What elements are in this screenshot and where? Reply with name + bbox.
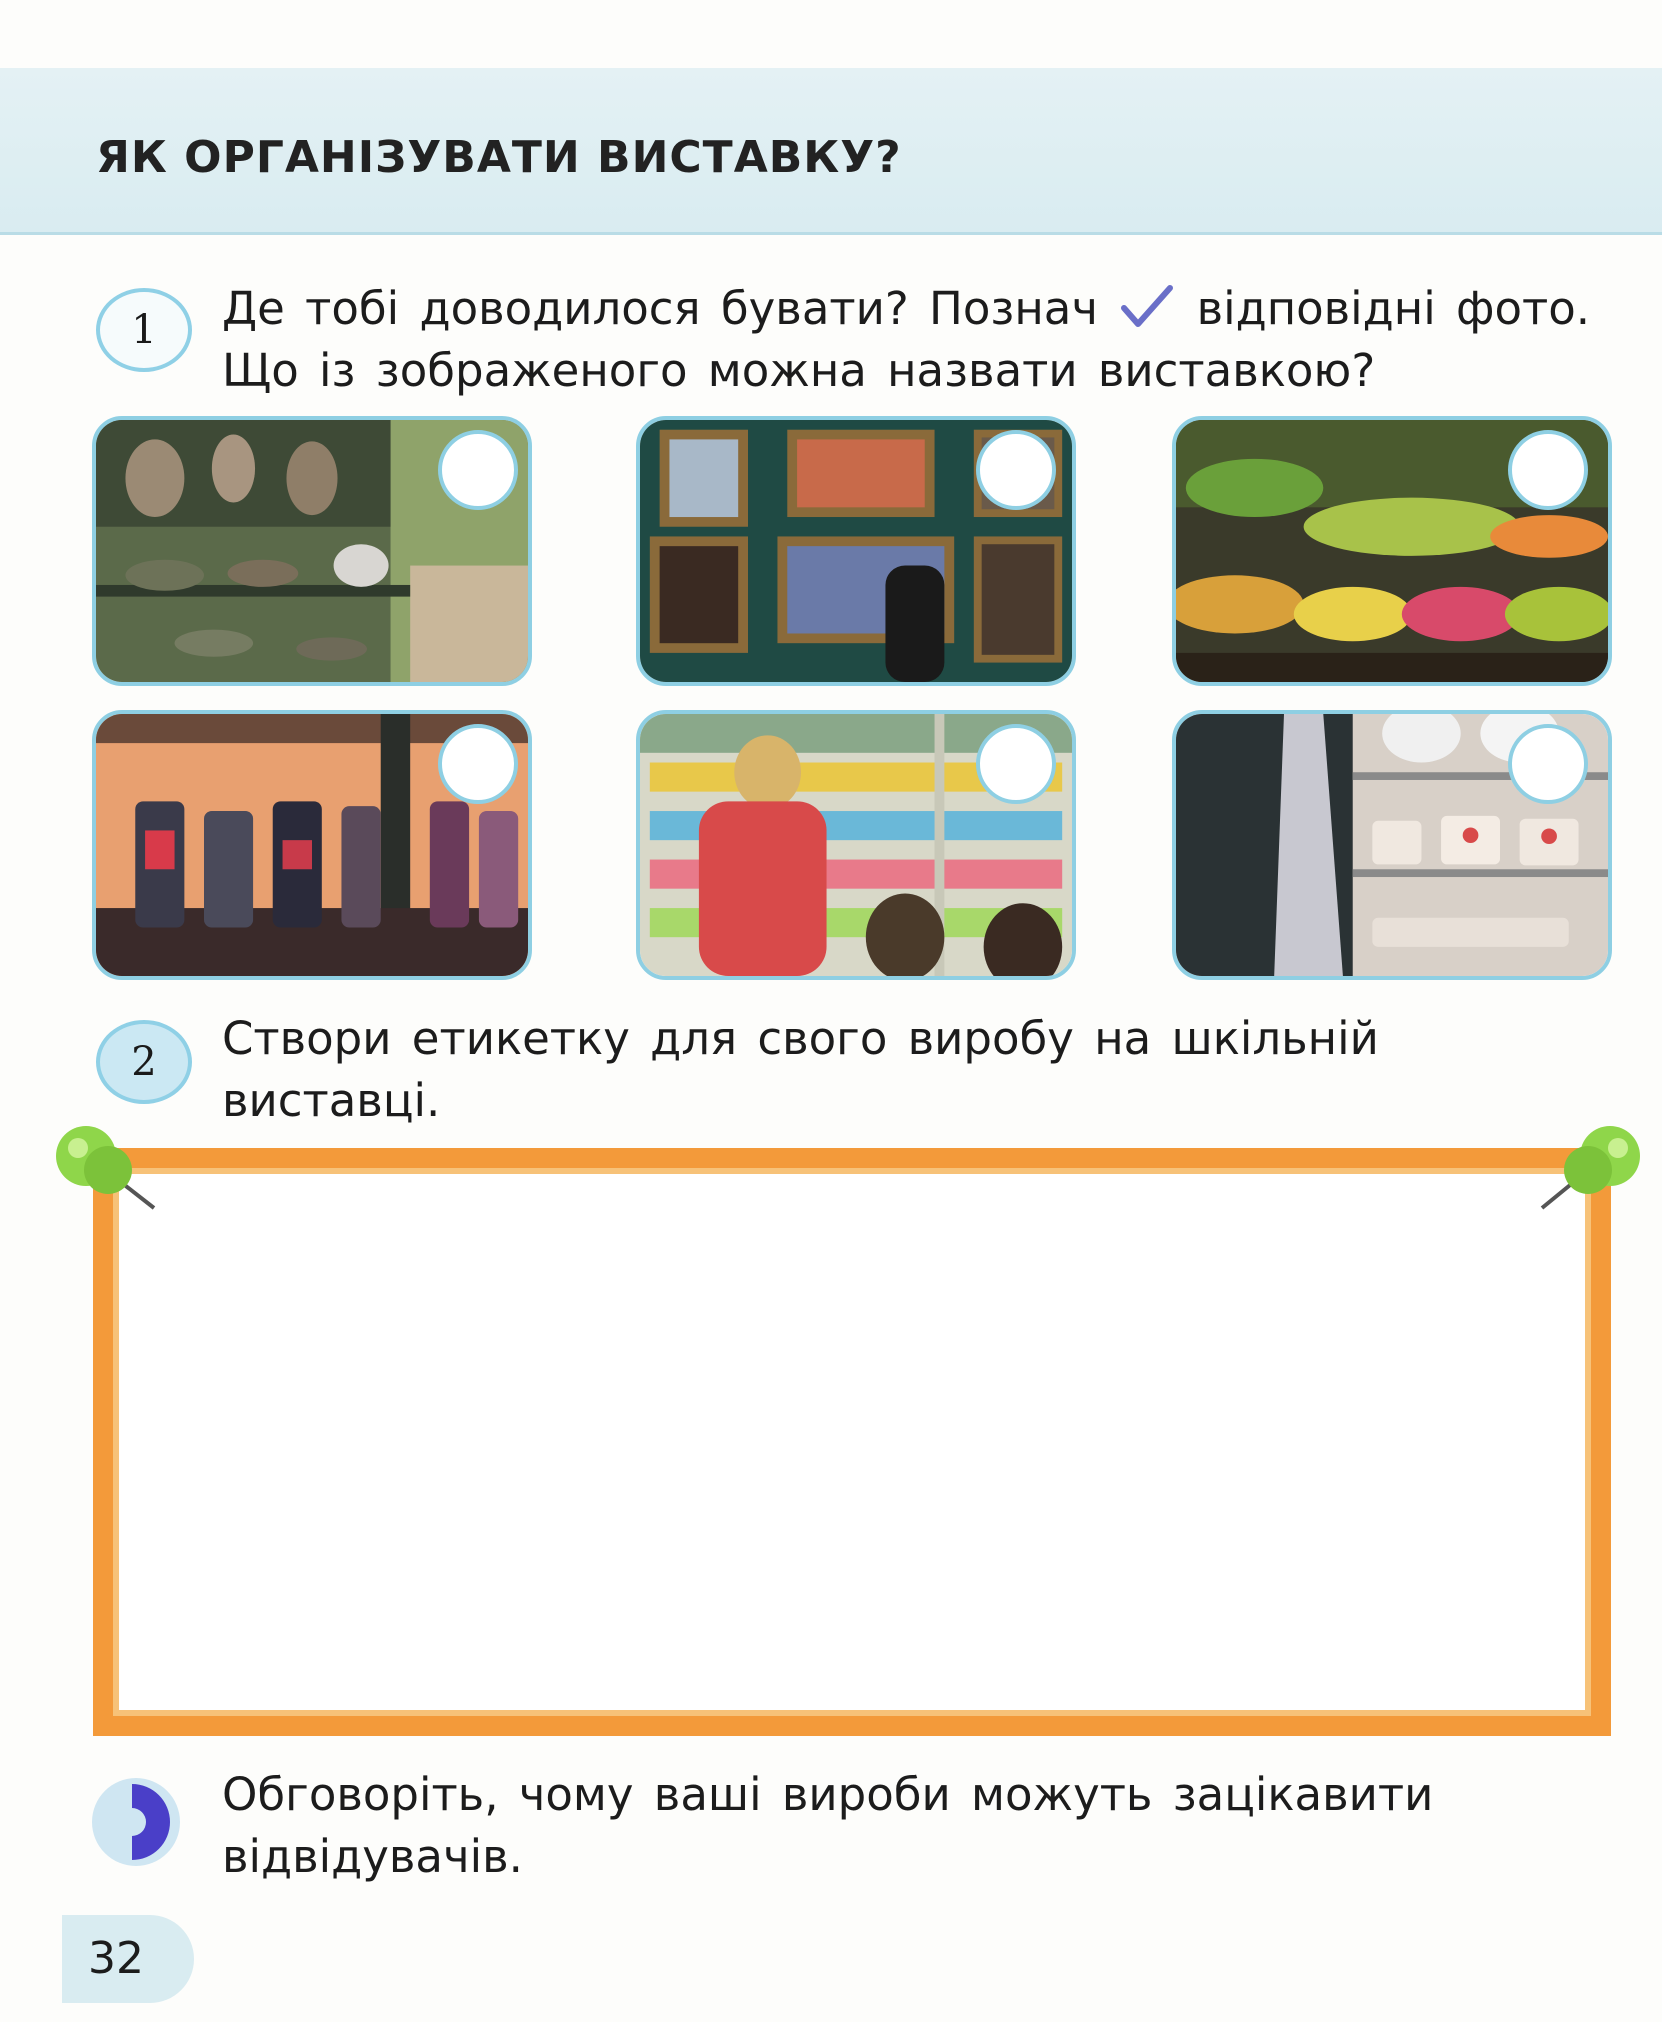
checkbox-circle-1[interactable] <box>438 430 518 510</box>
task-1-text <box>222 278 1612 402</box>
task-2-line-2: виставці. <box>222 1074 441 1127</box>
task-1-line-1-start: Де тобі доводилося бувати? Познач <box>222 282 1098 335</box>
task-2-line-1: Створи етикетку для свого виробу на шкільній <box>222 1012 1379 1065</box>
label-drawing-area[interactable] <box>113 1168 1591 1716</box>
page-number: 32 <box>88 1933 144 1984</box>
discussion-icon <box>92 1774 188 1870</box>
checkbox-circle-3[interactable] <box>1508 430 1588 510</box>
task-number-1: 1 <box>131 307 157 353</box>
task-2-text <box>222 1008 1612 1132</box>
label-frame <box>93 1148 1611 1736</box>
push-pin-left-icon <box>46 1120 156 1210</box>
task-number-2: 2 <box>131 1039 157 1085</box>
page-title: ЯК ОРГАНІЗУВАТИ ВИСТАВКУ? <box>96 132 902 183</box>
discussion-line-1: Обговоріть, чому ваші вироби можуть зацікавити <box>222 1768 1434 1821</box>
checkbox-circle-5[interactable] <box>976 724 1056 804</box>
task-number-badge-1 <box>96 288 192 372</box>
discussion-line-2: відвідувачів. <box>222 1830 523 1883</box>
task-number-badge-2 <box>96 1020 192 1104</box>
discussion-text <box>222 1764 1612 1888</box>
checkmark-icon <box>1118 282 1176 332</box>
task-1-line-1 <box>222 278 1612 340</box>
task-1-line-1-end: відповідні фото. <box>1196 282 1591 335</box>
checkbox-circle-2[interactable] <box>976 430 1056 510</box>
task-1-line-2: Що із зображеного можна назвати виставкою? <box>222 344 1376 397</box>
checkbox-circle-6[interactable] <box>1508 724 1588 804</box>
checkbox-circle-4[interactable] <box>438 724 518 804</box>
push-pin-right-icon <box>1540 1120 1650 1210</box>
